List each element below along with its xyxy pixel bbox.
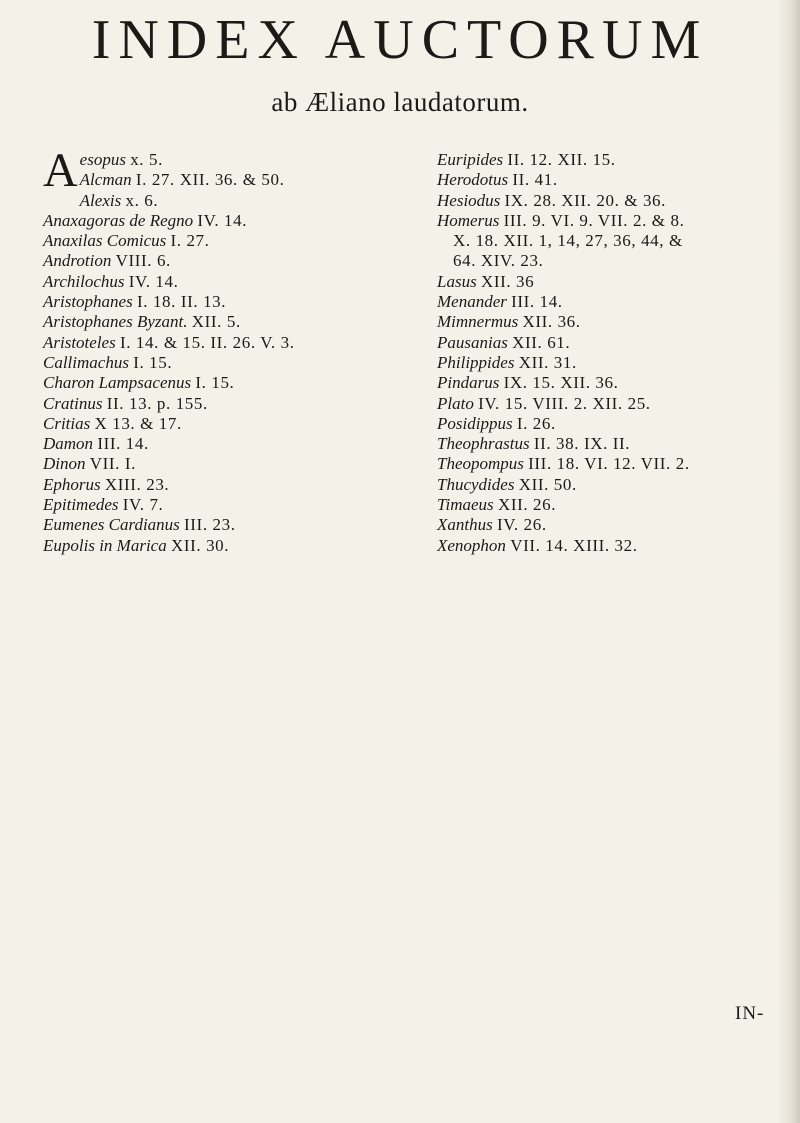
references: 64. XIV. 23. (453, 251, 544, 271)
index-entry (43, 414, 413, 434)
author-name: Plato (437, 393, 474, 413)
author-name: Herodotus (437, 170, 509, 190)
author-name: Mimnermus (437, 312, 519, 332)
author-name: Callimachus (43, 352, 129, 372)
index-entry (437, 272, 787, 292)
references: VIII. 6. (115, 251, 171, 271)
author-name: Critias (43, 413, 91, 433)
references: IV. 26. (496, 515, 547, 535)
index-entry (43, 394, 413, 414)
index-entry (43, 495, 413, 515)
references: II. 38. IX. II. (533, 434, 631, 454)
page-title: INDEX AUCTORUM (91, 9, 709, 71)
references: II. 13. p. 155. (106, 393, 208, 413)
index-entry (43, 515, 413, 535)
index-entry (437, 434, 787, 454)
author-name: Eupolis in Marica (43, 535, 167, 555)
author-name: Androtion (43, 251, 112, 271)
index-entry (43, 353, 413, 373)
author-name: Alexis (79, 190, 122, 210)
references: X 13. & 17. (94, 413, 182, 433)
author-name: Hesiodus (437, 190, 501, 210)
references: x. 5. (130, 150, 163, 169)
author-name: Aristophanes (43, 292, 133, 312)
references: III. 23. (184, 515, 236, 535)
index-entry (43, 251, 413, 271)
references: I. 27. (170, 231, 210, 251)
author-name: Euripides (437, 150, 504, 169)
index-entry (437, 292, 787, 312)
index-entry (437, 373, 787, 393)
author-name: Damon (43, 434, 94, 454)
author-name: Anaxilas Comicus (43, 231, 167, 251)
author-name: Xenophon (437, 535, 506, 555)
references: IV. 15. VIII. 2. XII. 25. (478, 393, 651, 413)
index-entry (437, 454, 787, 474)
index-entry (43, 475, 413, 495)
index-entry (437, 191, 787, 211)
references: II. 12. XII. 15. (507, 150, 616, 169)
author-name: Aristophanes Byzant. (43, 312, 188, 332)
references: I. 15. (195, 373, 235, 393)
index-entry (437, 211, 787, 231)
index-entry (43, 272, 413, 292)
author-name: Aristoteles (43, 332, 116, 352)
first-entry (43, 144, 413, 197)
author-name: Epitimedes (43, 495, 119, 515)
references: IV. 14. (197, 210, 248, 230)
author-name: Timaeus (437, 495, 494, 515)
index-entry (437, 394, 787, 414)
references: VII. 14. XIII. 32. (510, 535, 638, 555)
index-entry (43, 211, 413, 231)
index-entry (43, 536, 413, 556)
references: III. 18. VI. 12. VII. 2. (528, 454, 690, 474)
references: XII. 61. (512, 332, 571, 352)
index-entry (437, 475, 787, 495)
index-entry-continuation (437, 231, 787, 251)
references: III. 14. (97, 434, 149, 454)
author-name: Cratinus (43, 393, 103, 413)
index-entry (43, 434, 413, 454)
references: XII. 26. (497, 495, 557, 515)
author-name: Anaxagoras de Regno (43, 210, 194, 230)
author-name: Xanthus (437, 515, 493, 535)
author-name: Eumenes Cardianus (43, 515, 180, 535)
index-entry (437, 515, 787, 535)
references: IX. 15. XII. 36. (503, 373, 619, 393)
author-name: Ephorus (43, 474, 101, 494)
index-entry (43, 312, 413, 332)
index-entry (437, 170, 787, 190)
references: II. 41. (512, 170, 558, 190)
index-entry (437, 414, 787, 434)
references: I. 15. (133, 352, 173, 372)
index-entry (437, 150, 787, 170)
references: VII. I. (89, 454, 136, 474)
left-column (43, 144, 413, 556)
author-name: Posidippus (437, 413, 513, 433)
references: I. 27. XII. 36. & 50. (135, 170, 285, 190)
references: I. 18. II. 13. (136, 292, 227, 312)
references: IX. 28. XII. 20. & 36. (504, 190, 666, 210)
index-entry (437, 333, 787, 353)
page-subtitle: ab Æliano laudatorum. (271, 87, 529, 117)
author-name: Homerus (437, 210, 500, 230)
index-entry (43, 231, 413, 251)
index-entry-continuation (437, 251, 787, 271)
index-entry (43, 191, 413, 211)
references: III. 9. VI. 9. VII. 2. & 8. (503, 210, 685, 230)
index-entry (43, 170, 413, 190)
references: X. 18. XII. 1, 14, 27, 36, 44, & (453, 231, 683, 251)
references: XII. 30. (170, 535, 230, 555)
index-entry (43, 150, 413, 170)
references: XIII. 23. (104, 474, 170, 494)
author-name: Theopompus (437, 454, 524, 474)
catchword: IN- (735, 1003, 765, 1024)
author-name: esopus (79, 150, 126, 169)
references: x. 6. (125, 190, 159, 210)
index-entry (437, 536, 787, 556)
author-name: Lasus (437, 271, 477, 291)
index-entry (437, 353, 787, 373)
author-name: Dinon (43, 454, 86, 474)
index-entry (437, 495, 787, 515)
index-entry (43, 292, 413, 312)
index-entry (437, 312, 787, 332)
index-entry (43, 454, 413, 474)
references: XII. 5. (191, 312, 241, 332)
references: XII. 31. (518, 352, 577, 372)
author-name: Philippides (437, 352, 515, 372)
author-name: Archilochus (43, 271, 125, 291)
references: XII. 36. (522, 312, 581, 332)
author-name: Theophrastus (437, 434, 530, 454)
index-entry (43, 333, 413, 353)
right-column (437, 150, 787, 556)
author-name: Pausanias (437, 332, 508, 352)
references: III. 14. (511, 292, 563, 312)
author-name: Alcman (79, 170, 132, 190)
index-entry (43, 373, 413, 393)
references: I. 26. (516, 413, 556, 433)
author-name: Charon Lampsacenus (43, 373, 192, 393)
references: XII. 36 (480, 271, 535, 291)
references: I. 14. & 15. II. 26. V. 3. (119, 332, 295, 352)
author-name: Pindarus (437, 373, 500, 393)
author-name: Menander (437, 292, 507, 312)
references: IV. 14. (128, 271, 179, 291)
references: IV. 7. (122, 495, 164, 515)
references: XII. 50. (518, 474, 577, 494)
author-name: Thucydides (437, 474, 515, 494)
drop-capital: A (43, 144, 78, 197)
